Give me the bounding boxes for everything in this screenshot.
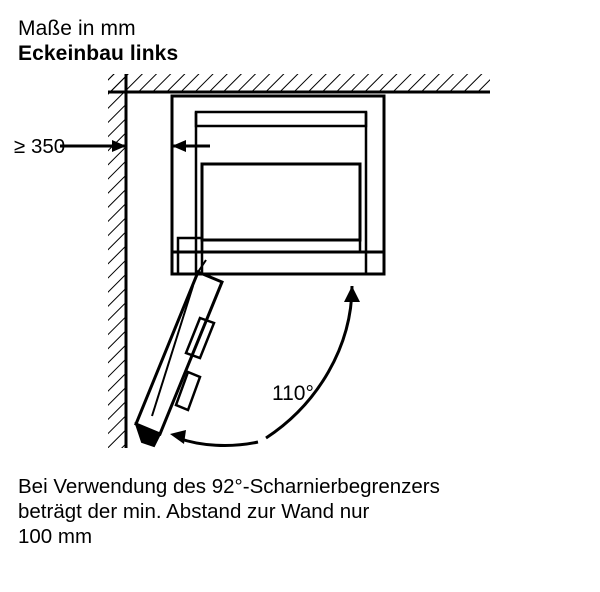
- heading-title: Eckeinbau links: [18, 42, 179, 65]
- ceiling-wall: [108, 74, 490, 92]
- appliance-housing: [172, 96, 384, 274]
- left-wall: [108, 74, 126, 448]
- distance-label: ≥ 350: [14, 135, 66, 158]
- dimension-350: [60, 140, 210, 178]
- heading-units: Maße in mm: [18, 17, 136, 40]
- caption-block: [18, 474, 588, 549]
- installation-diagram: [0, 60, 600, 470]
- angle-label: 110°: [272, 382, 314, 405]
- caption-line-2: beträgt der min. Abstand zur Wand nur: [18, 500, 370, 523]
- diagram-svg: [0, 60, 600, 470]
- caption-line-1: Bei Verwendung des 92°-Scharnierbegrenzers: [18, 475, 440, 498]
- appliance-door: [136, 260, 222, 446]
- angle-arc-110: [170, 286, 360, 445]
- caption-line-3: 100 mm: [18, 525, 93, 548]
